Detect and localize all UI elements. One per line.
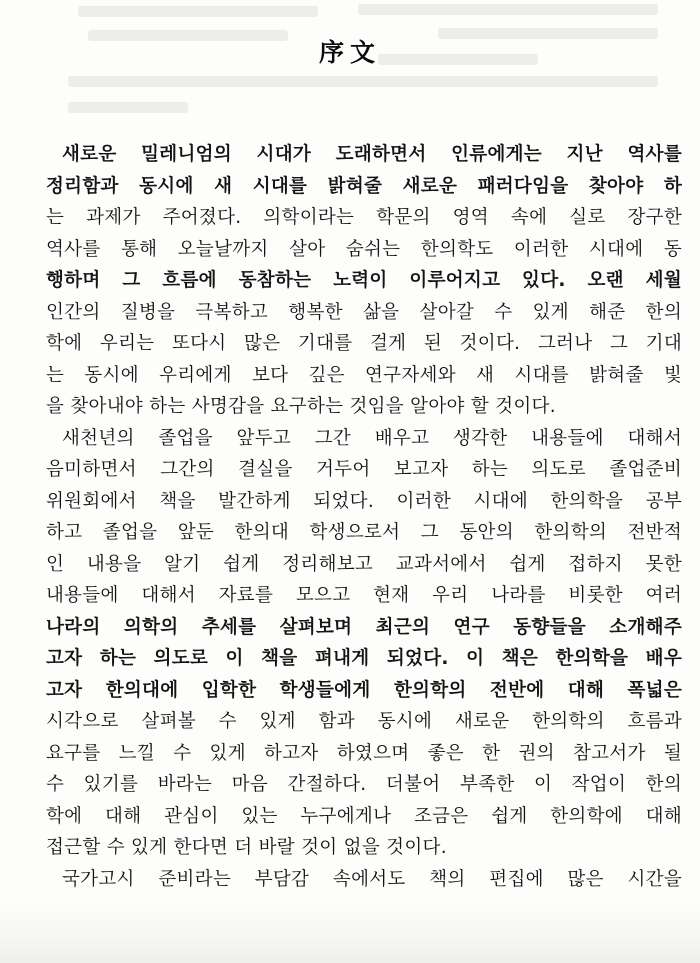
text-line: 인 내용을 알기 쉽게 정리해보고 교과서에서 쉽게 접하지 못한 (46, 553, 682, 575)
text-line: 시각으로 살펴볼 수 있게 함과 동시에 새로운 한의학의 흐름과 (46, 711, 682, 732)
text-line: 역사를 통해 오늘날까지 살아 숨쉬는 한의학도 이러한 시대에 동 (46, 238, 682, 260)
text-line: 나라의 의학의 추세를 살펴보며 최근의 연구 동향들을 소개해주 (46, 616, 682, 638)
text-line: 행하며 그 흐름에 동참하는 노력이 이루어지고 있다. 오랜 세월 (46, 270, 682, 291)
paragraph-3 (46, 864, 682, 896)
text-line: 하고 졸업을 앞둔 한의대 학생으로서 그 동안의 한의학의 전반적 (46, 522, 682, 543)
text-line: 수 있기를 바라는 마음 간절하다. 더불어 부족한 이 작업이 한의 (46, 774, 682, 795)
text-line: 국가고시 준비라는 부담감 속에서도 책의 편집에 많은 시간을 (62, 868, 682, 890)
text-line: 학에 우리는 또다시 많은 기대를 걸게 된 것이다. 그러나 그 기대 (46, 333, 682, 354)
text-line: 학에 대해 관심이 있는 누구에게나 조금은 쉽게 한의학에 대해 (46, 805, 682, 827)
text-line: 요구를 느낄 수 있게 하고자 하였으며 좋은 한 권의 참고서가 될 (46, 742, 682, 764)
text-line: 음미하면서 그간의 결실을 거두어 보고자 하는 의도로 졸업준비 (46, 459, 682, 480)
text-line: 접근할 수 있게 한다면 더 바랄 것이 없을 것이다. (46, 837, 447, 858)
preface-body (46, 139, 682, 895)
page-title: 序文 (318, 38, 381, 67)
text-line: 는 동시에 우리에게 보다 깊은 연구자세와 새 시대를 밝혀줄 빛 (46, 364, 682, 386)
text-line: 을 찾아내야 하는 사명감을 요구하는 것임을 알아야 할 것이다. (46, 396, 556, 417)
text-line: 고자 한의대에 입학한 학생들에게 한의학의 전반에 대해 폭넓은 (46, 679, 682, 701)
text-line: 정리함과 동시에 새 시대를 밝혀줄 새로운 패러다임을 찾아야 하 (46, 175, 682, 197)
paragraph-2 (46, 423, 682, 864)
page-edge-shadow (0, 905, 700, 963)
text-line: 새로운 밀레니엄의 시대가 도래하면서 인류에게는 지난 역사를 (62, 144, 682, 165)
text-line: 인간의 질병을 극복하고 행복한 삶을 살아갈 수 있게 해준 한의 (46, 301, 682, 323)
text-line: 새천년의 졸업을 앞두고 그간 배우고 생각한 내용들에 대해서 (62, 427, 682, 449)
text-line: 는 과제가 주어졌다. 의학이라는 학문의 영역 속에 실로 장구한 (46, 207, 682, 228)
text-line: 위원회에서 책을 발간하게 되었다. 이러한 시대에 한의학을 공부 (46, 490, 682, 512)
paragraph-1 (46, 139, 682, 423)
text-line: 고자 하는 의도로 이 책을 펴내게 되었다. 이 책은 한의학을 배우 (46, 648, 682, 669)
text-line: 내용들에 대해서 자료를 모으고 현재 우리 나라를 비롯한 여러 (46, 585, 682, 606)
